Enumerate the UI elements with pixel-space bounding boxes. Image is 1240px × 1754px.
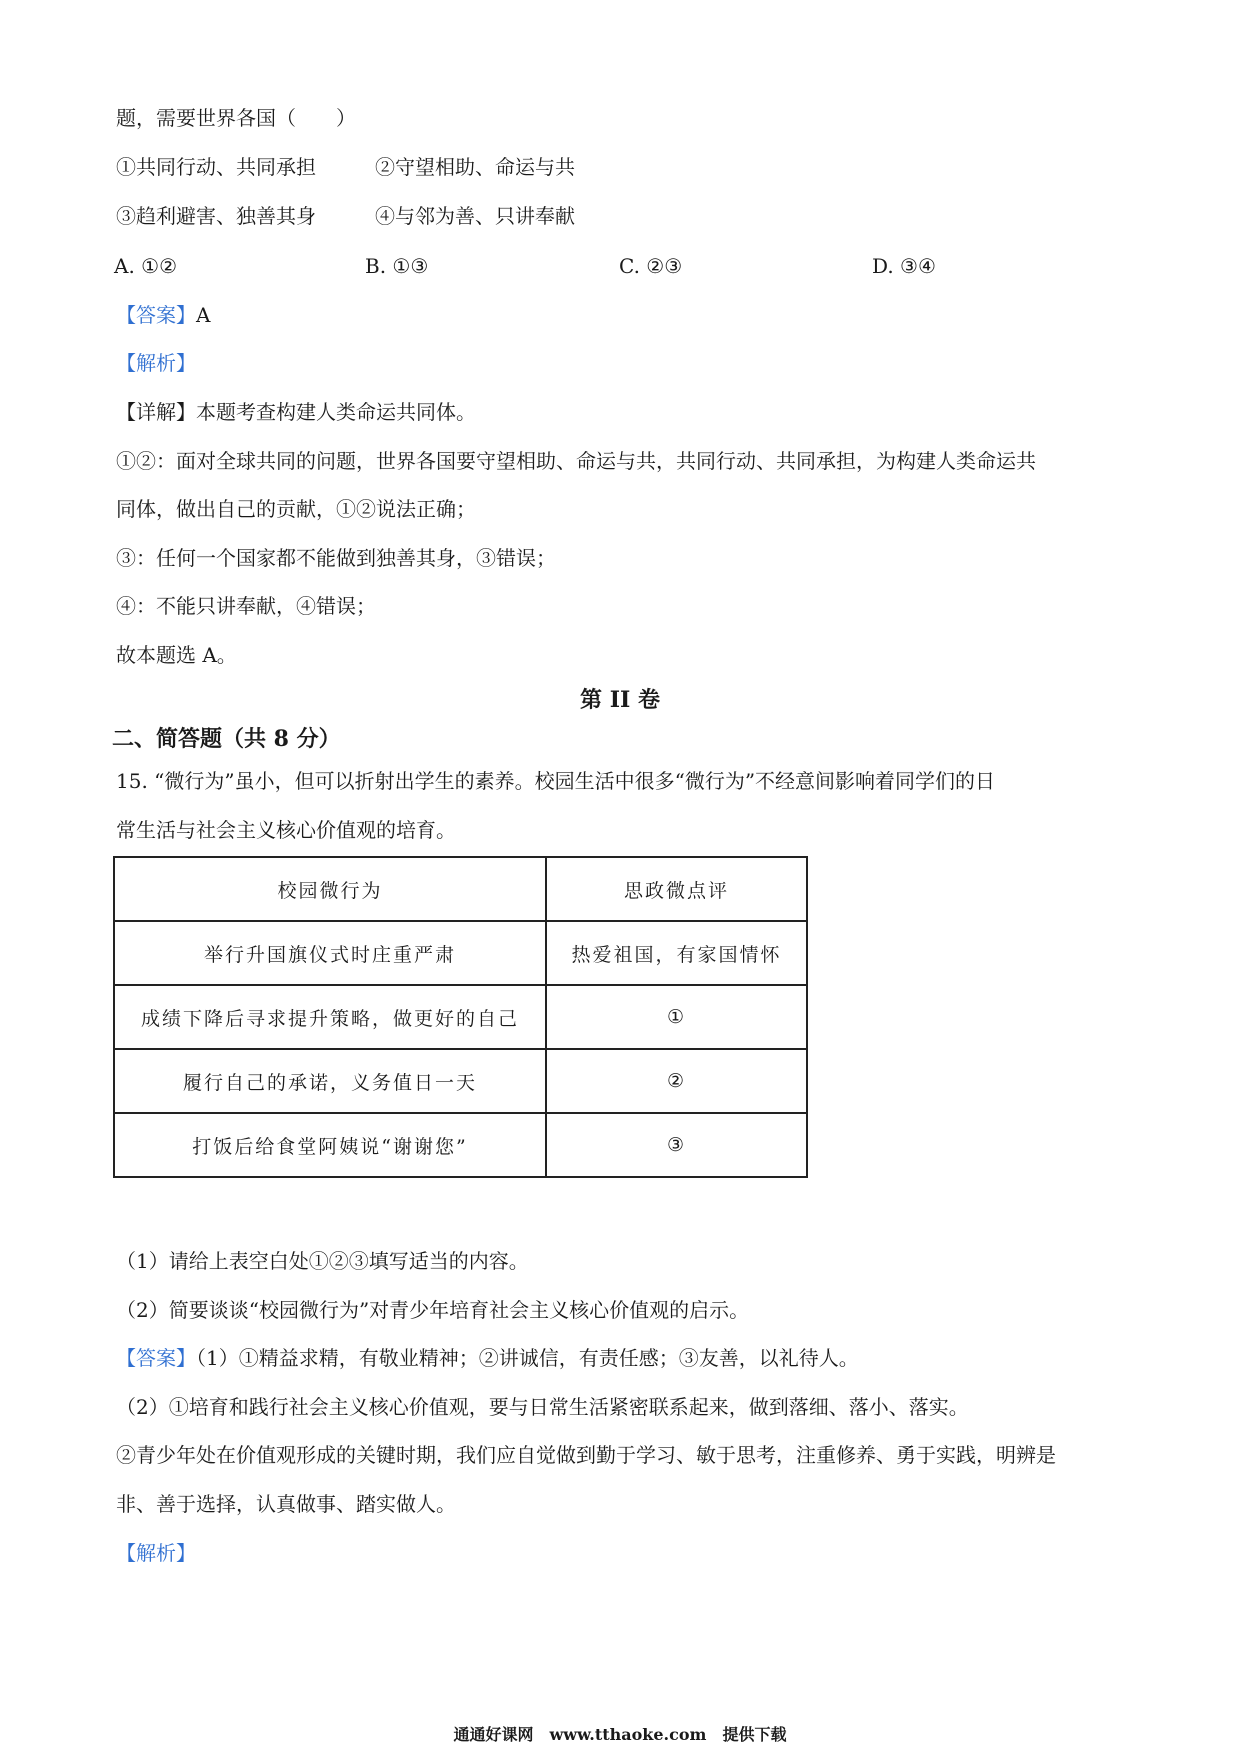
table-row <box>114 1049 807 1113</box>
q15-answer-part-2c: 非、善于选择，认真做事、踏实做人。 <box>116 1492 456 1516</box>
q15-answer-label: 【答案】 <box>116 1346 196 1370</box>
footer-watermark: 通通好课网 www.tthaoke.com 提供下载 <box>453 1725 787 1744</box>
q15-answer-part-2b: ②青少年处在价值观形成的关键时期，我们应自觉做到勤于学习、敏于思考，注重修养、勇于实践，明辨是 <box>116 1443 1056 1467</box>
question15-stem-line-2: 常生活与社会主义核心价值观的培育。 <box>116 818 456 842</box>
statement-4: ④与邻为善、只讲奉献 <box>375 204 575 228</box>
statement-1: ①共同行动、共同承担 <box>116 155 316 179</box>
sub-question-2: （2）简要谈谈“校园微行为”对青少年培育社会主义核心价值观的启示。 <box>116 1298 750 1322</box>
answer-label: 【答案】 <box>116 303 196 327</box>
conclusion-line: 故本题选 A。 <box>116 643 237 667</box>
sub-question-1: （1）请给上表空白处①②③填写适当的内容。 <box>116 1249 529 1273</box>
option-c: C. ②③ <box>619 254 683 278</box>
q15-analysis-label: 【解析】 <box>116 1541 196 1565</box>
table-cell: 履行自己的承诺，义务值日一天 <box>114 1049 546 1113</box>
q15-answer-part-2a: （2）①培育和践行社会主义核心价值观，要与日常生活紧密联系起来，做到落细、落小、落实。 <box>116 1395 969 1419</box>
q15-answer-part-1: （1）①精益求精，有敬业精神；②讲诚信，有责任感；③友善，以礼待人。 <box>196 1346 859 1370</box>
question15-stem-line-1: 15. “微行为”虽小，但可以折射出学生的素养。校园生活中很多“微行为”不经意间影响着同学们的日 <box>116 769 996 793</box>
volume-title: 第 II 卷 <box>580 687 660 713</box>
table-header-row <box>114 857 807 921</box>
explanation-line-1b: 同体，做出自己的贡献，①②说法正确； <box>116 497 476 521</box>
table-cell: 成绩下降后寻求提升策略，做更好的自己 <box>114 985 546 1049</box>
answer-row <box>116 301 210 329</box>
micro-behavior-table <box>113 856 808 1178</box>
statement-2: ②守望相助、命运与共 <box>375 155 575 179</box>
table-cell: 热爱祖国，有家国情怀 <box>546 921 807 985</box>
table-cell: ② <box>546 1049 807 1113</box>
option-d: D. ③④ <box>872 254 936 278</box>
section-heading: 二、简答题（共 8 分） <box>112 726 341 752</box>
table-cell: 举行升国旗仪式时庄重严肃 <box>114 921 546 985</box>
table-cell: ① <box>546 985 807 1049</box>
analysis-label: 【解析】 <box>116 351 196 375</box>
table-row <box>114 1113 807 1177</box>
table-cell: 打饭后给食堂阿姨说“谢谢您” <box>114 1113 546 1177</box>
statement-3: ③趋利避害、独善其身 <box>116 204 316 228</box>
option-b: B. ①③ <box>365 254 429 278</box>
q15-answer-row <box>116 1344 859 1372</box>
explanation-line-3: ④：不能只讲奉献，④错误； <box>116 594 376 618</box>
question14-stem-tail: 题，需要世界各国（ ） <box>116 106 356 130</box>
table-header-cell: 思政微点评 <box>546 857 807 921</box>
table-row <box>114 921 807 985</box>
option-a: A. ①② <box>114 254 178 278</box>
table-row <box>114 985 807 1049</box>
table-header-cell: 校园微行为 <box>114 857 546 921</box>
table-cell: ③ <box>546 1113 807 1177</box>
explanation-line-2: ③：任何一个国家都不能做到独善其身，③错误； <box>116 546 556 570</box>
explanation-line-1a: ①②：面对全球共同的问题，世界各国要守望相助、命运与共，共同行动、共同承担，为构建人类命运共 <box>116 449 1036 473</box>
detail-line: 【详解】本题考查构建人类命运共同体。 <box>116 400 476 424</box>
answer-value: A <box>196 303 211 327</box>
